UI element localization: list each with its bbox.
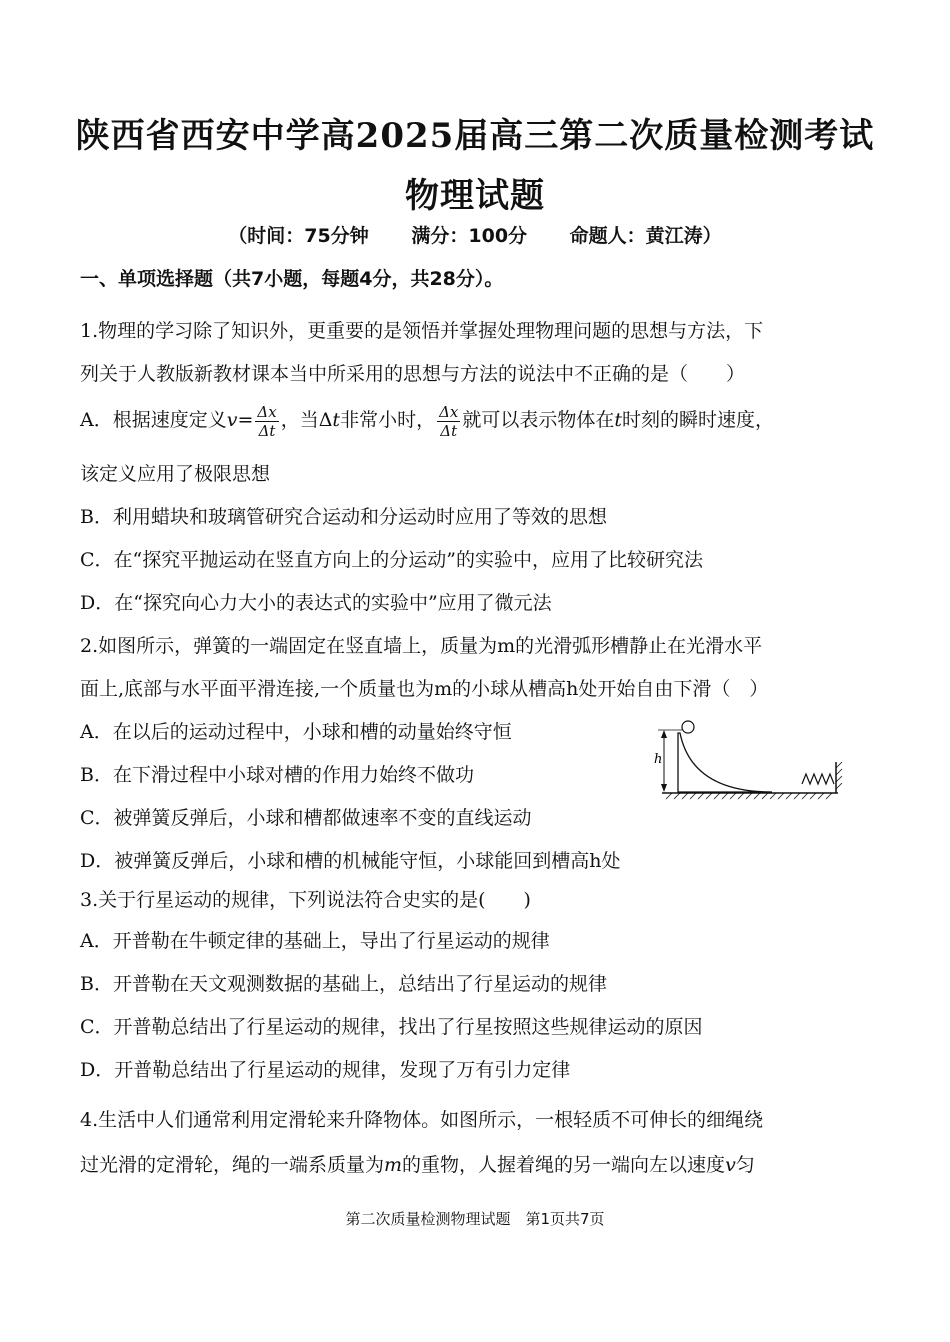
wall-hatching	[836, 762, 842, 789]
arc-groove	[678, 733, 772, 792]
q2-option-c: C．被弹簧反弹后，小球和槽都做速率不变的直线运动	[80, 807, 532, 829]
exam-meta	[0, 221, 950, 248]
q4-stem-line2: 过光滑的定滑轮，绳的一端系质量为m的重物，人握着绳的另一端向左以速度v匀	[80, 1154, 755, 1176]
q4-stem-line1: 4.生活中人们通常利用定滑轮来升降物体。如图所示，一根轻质不可伸长的细绳绕	[80, 1109, 764, 1131]
page-footer: 第二次质量检测物理试题 第1页共7页	[345, 1210, 605, 1228]
exam-author: 命题人：黄江涛）	[569, 225, 722, 247]
q2-option-b: B．在下滑过程中小球对槽的作用力始终不做功	[80, 764, 474, 786]
q2-option-d: D．被弹簧反弹后，小球和槽的机械能守恒，小球能回到槽高h处	[80, 850, 621, 872]
arc-groove-spring-figure	[652, 718, 852, 804]
q1-option-b: B．利用蜡块和玻璃管研究合运动和分运动时应用了等效的思想	[80, 506, 607, 528]
q1-option-a: A．根据速度定义v= $\frac{\Delta x}{\Delta t}$ ，当Δt非常小时， $\frac{\Delta x}{\Delta t}$ 就可以表示物体在t时刻的瞬时速度，	[80, 402, 775, 440]
ball	[682, 721, 694, 733]
q3-option-a: A．开普勒在牛顿定律的基础上，导出了行星运动的规律	[80, 930, 550, 952]
q3-option-c: C．开普勒总结出了行星运动的规律，找出了行星按照这些规律运动的原因	[80, 1016, 703, 1038]
ratio-fraction: $\frac{\Delta x}{\Delta t}$	[439, 402, 459, 440]
q3-option-d: D．开普勒总结出了行星运动的规律，发现了万有引力定律	[80, 1059, 571, 1081]
q3-option-b: B．开普勒在天文观测数据的基础上，总结出了行星运动的规律	[80, 973, 607, 995]
q3-stem: 3.关于行星运动的规律，下列说法符合史实的是( )	[80, 889, 531, 911]
q2-stem-line2: 面上,底部与水平面平滑连接,一个质量也为m的小球从槽高h处开始自由下滑（ ）	[80, 678, 769, 700]
q2-option-a: A．在以后的运动过程中，小球和槽的动量始终守恒	[80, 721, 512, 743]
height-arrow-top	[661, 730, 667, 738]
spring	[802, 774, 834, 784]
exam-subject: 物理试题	[405, 176, 545, 216]
q1-option-c: C．在“探究平抛运动在竖直方向上的分运动”的实验中，应用了比较研究法	[80, 549, 703, 571]
height-arrow-bottom	[661, 784, 667, 792]
exam-score: 满分：100分	[411, 225, 528, 247]
section-heading: 一、单项选择题（共7小题，每题4分，共28分）。	[80, 268, 504, 290]
height-label: h	[654, 752, 663, 767]
q1-option-a-line2: 该定义应用了极限思想	[80, 463, 271, 485]
q1-stem-line2: 列关于人教版新教材课本当中所采用的思想与方法的说法中不正确的是（ ）	[80, 363, 746, 385]
velocity-fraction: $\frac{\Delta x}{\Delta t}$	[257, 402, 277, 440]
floor-hatching	[666, 793, 832, 799]
exam-title: 陕西省西安中学高2025届高三第二次质量检测考试	[75, 116, 875, 156]
q1-stem-line1: 1.物理的学习除了知识外，更重要的是领悟并掌握处理物理问题的思想与方法，下	[80, 320, 764, 342]
q2-stem-line1: 2.如图所示，弹簧的一端固定在竖直墙上，质量为m的光滑弧形槽静止在光滑水平	[80, 635, 763, 657]
exam-time: （时间：75分钟	[228, 225, 369, 247]
q1-option-d: D．在“探究向心力大小的表达式的实验中”应用了微元法	[80, 592, 552, 614]
